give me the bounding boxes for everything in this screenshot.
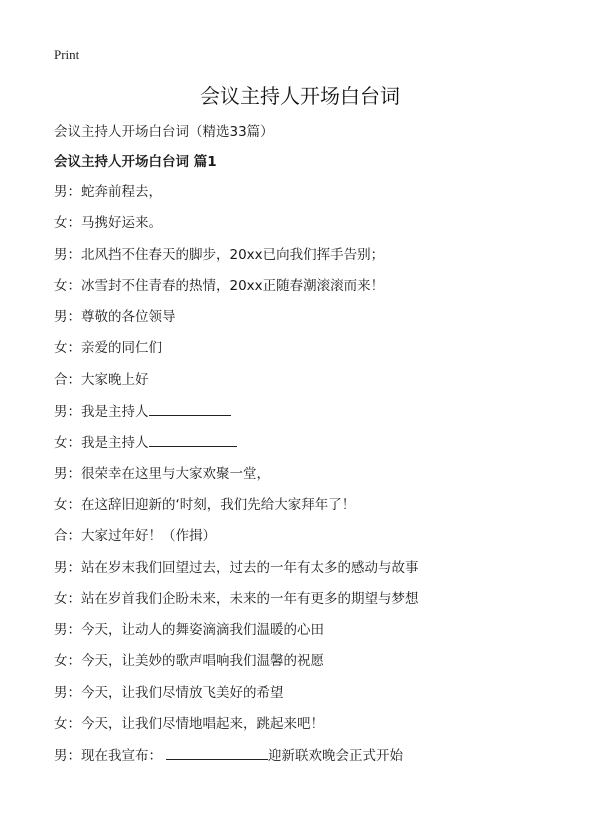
- fill-in-blank: [166, 745, 268, 760]
- dialogue-line: [54, 370, 554, 401]
- dialogue-text: 女：站在岁首我们企盼未来，未来的一年有更多的期望与梦想: [54, 590, 419, 607]
- dialogue-text: 男：今天，让我们尽情放飞美好的希望: [54, 684, 284, 701]
- dialogue-line: [54, 307, 554, 338]
- dialogue-text: 女：我是主持人: [54, 435, 149, 452]
- dialogue-text: 女：今天，让我们尽情地唱起来，跳起来吧！: [54, 716, 324, 733]
- dialogue-text: 合：大家过年好！（作揖）: [54, 528, 216, 545]
- dialogue-text: 女：亲爱的同仁们: [54, 340, 162, 357]
- dialogue-line: [54, 182, 554, 213]
- dialogue-line: [54, 651, 554, 682]
- document-title: 会议主持人开场白台词: [200, 84, 400, 108]
- dialogue-line: [54, 338, 554, 369]
- dialogue-line: [54, 558, 554, 589]
- dialogue-line: [54, 276, 554, 307]
- dialogue-line: [54, 714, 554, 745]
- fill-in-blank: [149, 432, 237, 447]
- dialogue-text: 男：现在我宣布：: [54, 748, 162, 765]
- dialogue-text: 男：尊敬的各位领导: [54, 309, 176, 326]
- dialogue-text: 男：很荣幸在这里与大家欢聚一堂，: [54, 465, 270, 482]
- dialogue-text: 女：马携好运来。: [54, 215, 162, 232]
- dialogue-line: [54, 245, 554, 276]
- dialogue-text: 女：在这辞旧迎新的‘时刻，我们先给大家拜年了！: [54, 496, 356, 513]
- document-subtitle: 会议主持人开场白台词（精选33篇）: [54, 124, 274, 140]
- dialogue-text: 女：今天，让美妙的歌声唱响我们温馨的祝愿: [54, 653, 324, 670]
- dialogue-text: 男：站在岁末我们回望过去，过去的一年有太多的感动与故事: [54, 559, 419, 576]
- dialogue-text: 男：北风挡不住春天的脚步，20xx已向我们挥手告别；: [54, 246, 385, 263]
- dialogue-line: [54, 745, 554, 776]
- dialogue-text: 合：大家晚上好: [54, 371, 149, 388]
- dialogue-line: [54, 620, 554, 651]
- dialogue-text: 男：蛇奔前程去，: [54, 184, 162, 200]
- dialogue-text: 男：今天，让动人的舞姿滴滴我们温暖的心田: [54, 622, 324, 639]
- dialogue-text: 迎新联欢晚会正式开始: [268, 748, 403, 765]
- dialogue-line: [54, 589, 554, 620]
- dialogue-line: [54, 464, 554, 495]
- fill-in-blank: [149, 401, 231, 416]
- dialogue-list: [54, 182, 554, 777]
- print-link[interactable]: Print: [54, 47, 80, 62]
- dialogue-line: [54, 495, 554, 526]
- dialogue-line: [54, 526, 554, 557]
- dialogue-line: [54, 213, 554, 244]
- dialogue-line: [54, 432, 554, 463]
- dialogue-line: [54, 401, 554, 432]
- dialogue-line: [54, 683, 554, 714]
- dialogue-text: 女：冰雪封不住青春的热情，20xx正随春潮滚滚而来！: [54, 277, 385, 294]
- dialogue-text: 男：我是主持人: [54, 404, 149, 421]
- section-heading: 会议主持人开场白台词 篇1: [54, 154, 217, 170]
